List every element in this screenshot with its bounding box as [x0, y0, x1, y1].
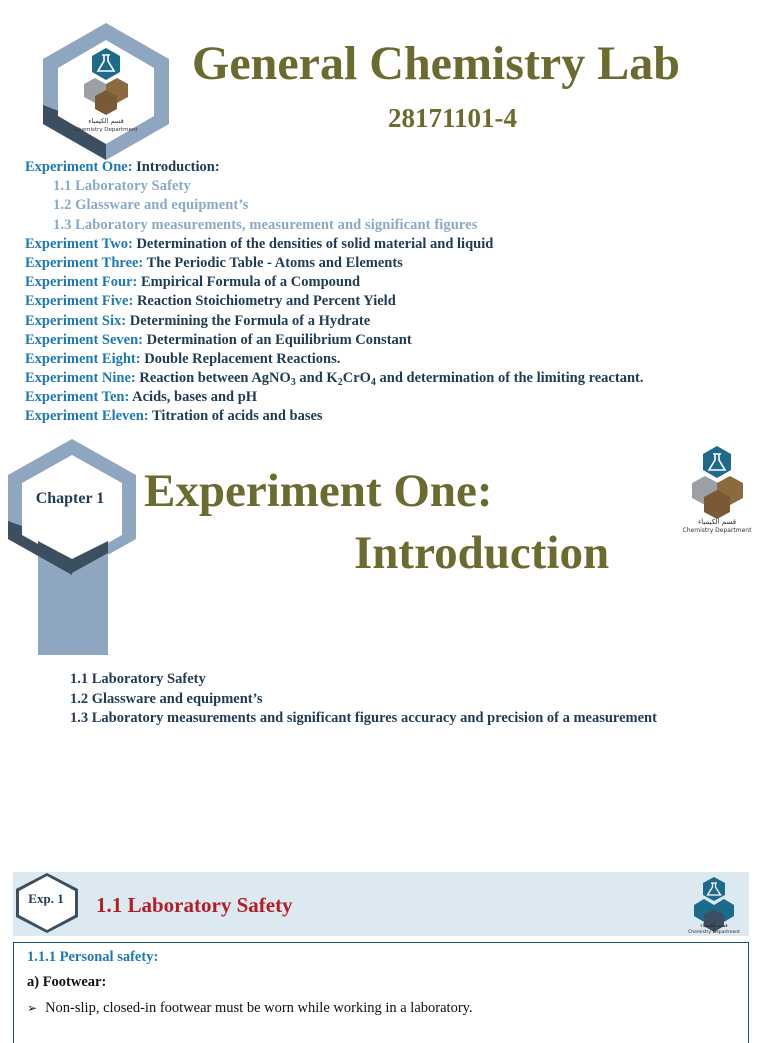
- chapter-title-line1: Experiment One:: [144, 465, 493, 517]
- header-hexagon-logo: [36, 20, 176, 162]
- chemistry-department-logo: [680, 444, 754, 534]
- toc-item-experiment-eight: Experiment Eight: Double Replacement Reactions.: [25, 350, 341, 367]
- toc-item-experiment-seven: Experiment Seven: Determination of an Equilibrium Constant: [25, 331, 412, 348]
- exp-label: Exp. 1: [28, 891, 64, 906]
- toc-item-experiment-ten: Experiment Ten: Acids, bases and pH: [25, 389, 258, 406]
- chapter-title-line2: Introduction: [354, 527, 610, 579]
- toc-subitem-1-2: 1.2 Glassware and equipment’s: [53, 197, 249, 214]
- chapter-hexagon-shape: [6, 437, 138, 657]
- chemistry-department-logo-small: [683, 876, 745, 934]
- toc-item-experiment-two: Experiment Two: Determination of the densities of solid material and liquid: [25, 235, 494, 252]
- flask-icon: [703, 877, 725, 901]
- chapter-subsection-1-2: 1.2 Glassware and equipment’s: [70, 690, 263, 707]
- svg-text:قسم الكيمياء: قسم الكيمياء: [88, 117, 124, 125]
- toc-subitem-1-1: 1.1 Laboratory Safety: [53, 178, 191, 195]
- toc-subitem-1-3: 1.3 Laboratory measurements, measurement and significant figures: [53, 216, 478, 233]
- toc-item-experiment-three: Experiment Three: The Periodic Table - Atoms and Elements: [25, 254, 403, 271]
- table-of-contents: [25, 158, 755, 427]
- subheading-personal-safety: 1.1.1 Personal safety:: [27, 949, 159, 965]
- svg-text:Chemistry Department: Chemistry Department: [74, 127, 138, 133]
- item-heading-footwear: a) Footwear:: [27, 974, 107, 990]
- svg-text:قسم الكيمياء: قسم الكيمياء: [700, 923, 728, 929]
- toc-item-experiment-five: Experiment Five: Reaction Stoichiometry and Percent Yield: [25, 293, 396, 310]
- toc-item-experiment-six: Experiment Six: Determining the Formula of a Hydrate: [25, 312, 371, 329]
- bullet-item: ➢ Non-slip, closed-in footwear must be worn while working in a laboratory.: [27, 1000, 473, 1016]
- toc-item-experiment-four: Experiment Four: Empirical Formula of a Compound: [25, 274, 361, 291]
- arrow-bullet-icon: ➢: [27, 1001, 38, 1015]
- chapter-label: Chapter 1: [35, 490, 105, 507]
- section-title: 1.1 Laboratory Safety: [96, 893, 293, 917]
- toc-item-experiment-eleven: Experiment Eleven: Titration of acids and bases: [25, 408, 323, 425]
- toc-item-experiment-nine: Experiment Nine: Reaction between AgNO$_3$ and $K_2CrO_4$ and determination of the limiting reactant.: [25, 370, 644, 389]
- page-title: General Chemistry Lab: [192, 37, 680, 90]
- chapter-subsection-list: [70, 670, 657, 729]
- svg-text:Chemistry Department: Chemistry Department: [682, 527, 752, 534]
- toc-item-experiment-one: Experiment One: Introduction:: [25, 159, 220, 175]
- flask-icon: [703, 446, 731, 478]
- chapter-subsection-1-1: 1.1 Laboratory Safety: [70, 671, 206, 687]
- course-code: 28171101-4: [388, 103, 518, 133]
- chapter-subsection-1-3: 1.3 Laboratory measurements and significant figures accuracy and precision of a measurement: [70, 710, 657, 726]
- svg-text:Chemistry Department: Chemistry Department: [688, 930, 740, 934]
- svg-text:قسم الكيمياء: قسم الكيمياء: [697, 518, 737, 526]
